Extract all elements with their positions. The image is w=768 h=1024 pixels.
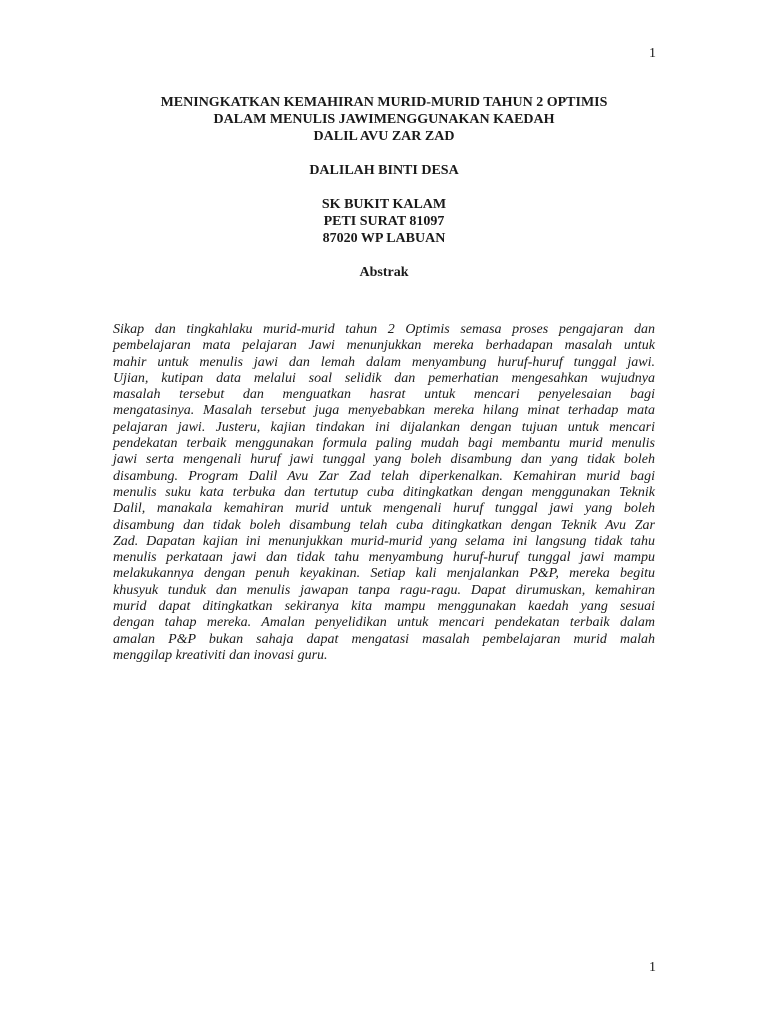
abstract-line: mahir untuk menulis jawi dan lemah dalam menyambung huruf-huruf tunggal jawi.	[113, 354, 655, 370]
abstract-line: murid dapat ditingkatkan sekiranya kita mampu menggunakan kaedah yang sesuai	[113, 599, 655, 615]
abstract-line: disambung dan tidak boleh disambung telah cuba ditingkatkan dengan Teknik Avu Zar	[113, 517, 655, 533]
abstract-line: disambung. Program Dalil Avu Zar Zad telah diperkenalkan. Kemahiran murid bagi	[113, 468, 655, 484]
abstract-line: dengan tahap mereka. Amalan penyelidikan untuk mencari pendekatan terbaik dalam	[113, 615, 655, 631]
title-line-1: MENINGKATKAN KEMAHIRAN MURID-MURID TAHUN 2 OPTIMIS	[160, 95, 608, 110]
title-line-2: DALAM MENULIS JAWIMENGGUNAKAN KAEDAH	[213, 112, 555, 127]
abstract-line: menulis perkataan jawi dan tidak tahu menyambung huruf-huruf tunggal jawi mampu	[113, 550, 655, 566]
abstract-line: Ujian, kutipan data melalui soal selidik dan pemerhatian mengesahkan wujudnya	[113, 370, 655, 386]
address-line-2: PETI SURAT 81097	[323, 214, 445, 229]
abstract-line: masalah tersebut dan menguatkan hasrat untuk mencari penyelesaian bagi	[113, 387, 655, 403]
abstract-line: Dalil, manakala kemahiran murid untuk mengenali huruf tunggal jawi yang boleh	[113, 501, 655, 517]
abstract-line: Sikap dan tingkahlaku murid-murid tahun 2 Optimis semasa proses pengajaran dan	[113, 322, 655, 337]
abstract-line: khusyuk tunduk dan menulis jawapan tanpa ragu-ragu. Dapat dirumuskan, kemahiran	[113, 582, 655, 598]
author-name: DALILAH BINTI DESA	[309, 163, 459, 178]
page-number-top: 1	[649, 46, 656, 61]
abstract-line: pembelajaran mata pelajaran Jawi menunjukkan mereka berhadapan masalah untuk	[113, 338, 655, 354]
address-line-3: 87020 WP LABUAN	[322, 231, 446, 246]
abstract-line-last: menggilap kreativiti dan inovasi guru.	[113, 647, 328, 663]
abstract-body	[113, 322, 655, 664]
abstract-line: melakukannya dengan penuh keyakinan. Setiap kali menjalankan P&P, mereka begitu	[113, 566, 655, 582]
title-line-3: DALIL AVU ZAR ZAD	[313, 129, 455, 144]
abstract-line: Zad. Dapatan kajian ini menunjukkan murid-murid yang selama ini langsung tidak tahu	[113, 533, 655, 549]
abstract-line: amalan P&P bukan sahaja dapat mengatasi masalah pembelajaran murid malah	[113, 631, 655, 647]
abstract-line: jawi serta mengenali huruf jawi tunggal yang boleh disambung dan yang tidak boleh	[113, 452, 655, 468]
abstract-line: mengatasinya. Masalah tersebut juga menyebabkan mereka hilang minat terhadap mata	[113, 403, 655, 419]
address-line-1: SK BUKIT KALAM	[321, 197, 447, 212]
abstract-line: menulis suku kata terbuka dan tertutup cuba ditingkatkan dengan menggunakan Teknik	[113, 484, 655, 500]
page-number-bottom: 1	[649, 960, 656, 975]
abstract-line: pelajaran jawi. Justeru, kajian tindakan ini dijalankan dengan tujuan untuk mencari	[113, 419, 655, 435]
abstract-heading: Abstrak	[359, 265, 409, 280]
abstract-line: pendekatan terbaik menggunakan formula paling mudah bagi membantu murid menulis	[113, 436, 655, 452]
document-header	[110, 94, 658, 281]
